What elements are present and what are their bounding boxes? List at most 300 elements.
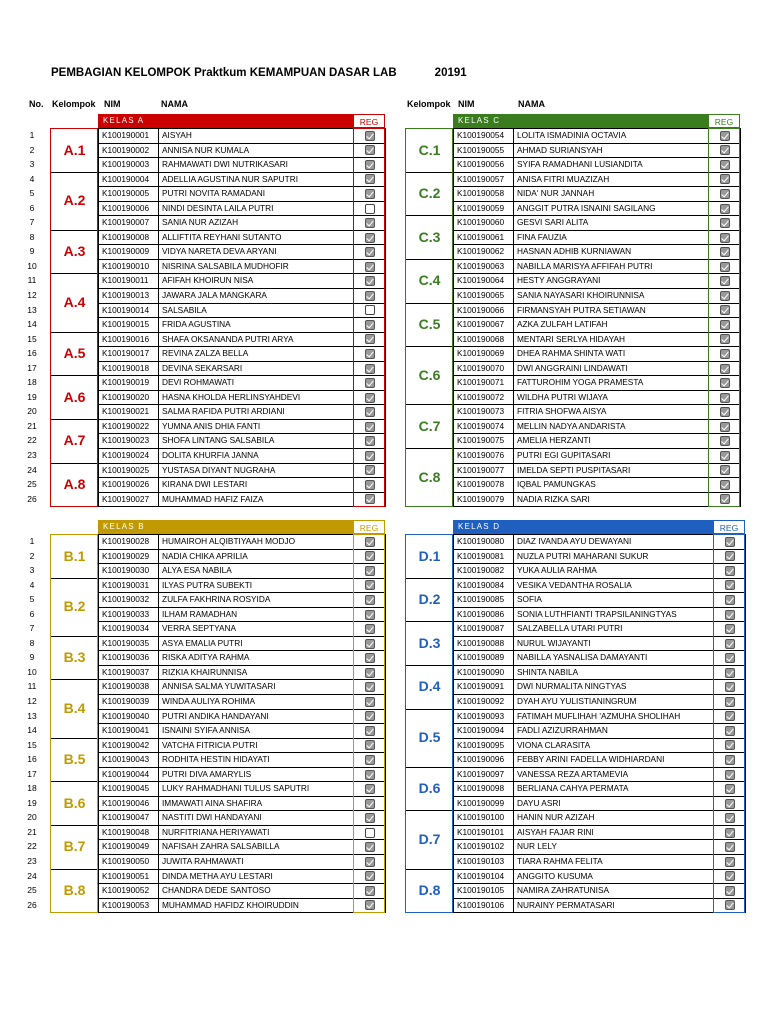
checked-checkbox-icon[interactable] [365, 813, 375, 823]
reg-cell [714, 796, 746, 811]
reg-cell [709, 143, 741, 158]
table-row [406, 564, 746, 579]
table-row [406, 636, 746, 651]
name-cell: RIZKIA KHAIRUNNISA [159, 665, 354, 680]
checked-checkbox-icon[interactable] [365, 480, 375, 490]
name-cell: HUMAIROH ALQIBTIYAAH MODJO [159, 535, 354, 550]
name-cell: IMELDA SEPTI PUSPITASARI [514, 463, 709, 478]
checked-checkbox-icon[interactable] [725, 624, 735, 634]
nim-cell: K100190003 [99, 158, 159, 173]
nim-cell: K100190015 [99, 318, 159, 333]
reg-cell [354, 855, 386, 870]
table-row [406, 405, 741, 420]
name-cell: DINDA METHA AYU LESTARI [159, 869, 354, 884]
nim-cell: K100190078 [454, 478, 514, 493]
checked-checkbox-icon[interactable] [365, 407, 375, 417]
name-cell: YUKA AULIA RAHMA [514, 564, 714, 579]
checked-checkbox-icon[interactable] [365, 465, 375, 475]
checked-checkbox-icon[interactable] [365, 160, 375, 170]
nim-cell: K100190048 [99, 825, 159, 840]
table-row [51, 158, 386, 173]
nim-cell: K100190096 [454, 753, 514, 768]
nim-cell: K100190022 [99, 419, 159, 434]
nim-cell: K100190014 [99, 303, 159, 318]
checked-checkbox-icon[interactable] [725, 580, 735, 590]
reg-cell [714, 549, 746, 564]
name-cell: RISKA ADITYA RAHMA [159, 651, 354, 666]
checked-checkbox-icon[interactable] [365, 682, 375, 692]
nim-cell: K100190025 [99, 463, 159, 478]
name-cell: NADIA RIZKA SARI [514, 492, 709, 507]
reg-cell [354, 318, 386, 333]
reg-cell [714, 782, 746, 797]
nim-cell: K100190095 [454, 738, 514, 753]
table-row [406, 274, 741, 289]
reg-cell [709, 449, 741, 464]
checked-checkbox-icon[interactable] [720, 393, 730, 403]
table-row [406, 549, 746, 564]
table-row [51, 578, 386, 593]
checked-checkbox-icon[interactable] [720, 218, 730, 228]
reg-cell [714, 564, 746, 579]
checked-checkbox-icon[interactable] [725, 740, 735, 750]
name-cell: DWI ANGGRAINI LINDAWATI [514, 361, 709, 376]
nim-cell: K100190092 [454, 695, 514, 710]
document-title [51, 67, 467, 79]
table-row [406, 782, 746, 797]
nim-cell: K100190036 [99, 651, 159, 666]
nim-cell: K100190016 [99, 332, 159, 347]
name-cell: HASNAN ADHIB KURNIAWAN [514, 245, 709, 260]
table-row [51, 549, 386, 564]
checked-checkbox-icon[interactable] [720, 145, 730, 155]
checked-checkbox-icon[interactable] [365, 436, 375, 446]
checked-checkbox-icon[interactable] [365, 566, 375, 576]
reg-cell [354, 347, 386, 362]
checked-checkbox-icon[interactable] [725, 682, 735, 692]
name-cell: NADIA CHIKA APRILIA [159, 549, 354, 564]
table-row [51, 390, 386, 405]
reg-cell [354, 724, 386, 739]
reg-cell [709, 376, 741, 391]
checked-checkbox-icon[interactable] [720, 189, 730, 199]
checked-checkbox-icon[interactable] [720, 465, 730, 475]
name-cell: DEVINA SEKARSARI [159, 361, 354, 376]
table-row [51, 478, 386, 493]
nim-cell: K100190087 [454, 622, 514, 637]
nim-cell: K100190040 [99, 709, 159, 724]
table-row [406, 767, 746, 782]
name-cell: NIDA' NUR JANNAH [514, 187, 709, 202]
table-row [51, 884, 386, 899]
reg-cell [709, 158, 741, 173]
checked-checkbox-icon[interactable] [725, 610, 735, 620]
nim-cell: K100190066 [454, 303, 514, 318]
nim-cell: K100190043 [99, 753, 159, 768]
group-label: A.4 [51, 274, 99, 332]
header-kelompok-left: Kelompok [52, 99, 96, 109]
checked-checkbox-icon[interactable] [725, 551, 735, 561]
table-row [51, 855, 386, 870]
reg-cell [354, 274, 386, 289]
table-row [51, 898, 386, 913]
row-number: 21 [27, 420, 37, 431]
checked-checkbox-icon[interactable] [725, 842, 735, 852]
nim-cell: K100190079 [454, 492, 514, 507]
row-number: 22 [27, 841, 37, 852]
reg-cell [709, 347, 741, 362]
checked-checkbox-icon[interactable] [720, 334, 730, 344]
name-cell: WINDA AULIYA ROHIMA [159, 695, 354, 710]
checked-checkbox-icon[interactable] [365, 291, 375, 301]
name-cell: FADLI AZIZURRAHMAN [514, 724, 714, 739]
checked-checkbox-icon[interactable] [725, 871, 735, 881]
checked-checkbox-icon[interactable] [720, 407, 730, 417]
checked-checkbox-icon[interactable] [365, 334, 375, 344]
table-row [51, 840, 386, 855]
table-row [406, 143, 741, 158]
checked-checkbox-icon[interactable] [725, 755, 735, 765]
nim-cell: K100190098 [454, 782, 514, 797]
nim-cell: K100190074 [454, 419, 514, 434]
nim-cell: K100190080 [454, 535, 514, 550]
checked-checkbox-icon[interactable] [365, 378, 375, 388]
checked-checkbox-icon[interactable] [720, 451, 730, 461]
nim-cell: K100190013 [99, 289, 159, 304]
checked-checkbox-icon[interactable] [720, 320, 730, 330]
group-label: B.2 [51, 578, 99, 636]
checked-checkbox-icon[interactable] [365, 726, 375, 736]
name-cell: RODHITA HESTIN HIDAYATI [159, 753, 354, 768]
checked-checkbox-icon[interactable] [720, 349, 730, 359]
reg-cell [709, 332, 741, 347]
reg-cell [714, 709, 746, 724]
nim-cell: K100190093 [454, 709, 514, 724]
table-row [406, 158, 741, 173]
row-number: 5 [29, 594, 35, 605]
checked-checkbox-icon[interactable] [365, 799, 375, 809]
nim-cell: K100190062 [454, 245, 514, 260]
reg-header: REG [713, 520, 745, 534]
reg-cell [354, 230, 386, 245]
checked-checkbox-icon[interactable] [720, 131, 730, 141]
reg-cell [709, 318, 741, 333]
table-row [406, 187, 741, 202]
unchecked-checkbox-icon[interactable] [365, 828, 375, 838]
reg-cell [354, 419, 386, 434]
table-row [51, 172, 386, 187]
member-table [405, 534, 746, 913]
reg-cell [709, 478, 741, 493]
table-row [51, 289, 386, 304]
checked-checkbox-icon[interactable] [725, 828, 735, 838]
checked-checkbox-icon[interactable] [720, 480, 730, 490]
checked-checkbox-icon[interactable] [365, 770, 375, 780]
checked-checkbox-icon[interactable] [365, 857, 375, 867]
name-cell: LOLITA ISMADINIA OCTAVIA [514, 129, 709, 144]
nim-cell: K100190002 [99, 143, 159, 158]
checked-checkbox-icon[interactable] [365, 320, 375, 330]
checked-checkbox-icon[interactable] [725, 566, 735, 576]
name-cell: ANISA FITRI MUAZIZAH [514, 172, 709, 187]
checked-checkbox-icon[interactable] [720, 291, 730, 301]
checked-checkbox-icon[interactable] [725, 784, 735, 794]
nim-cell: K100190069 [454, 347, 514, 362]
nim-cell: K100190021 [99, 405, 159, 420]
checked-checkbox-icon[interactable] [365, 247, 375, 257]
name-cell: FITRIA SHOFWA AISYA [514, 405, 709, 420]
reg-cell [354, 709, 386, 724]
checked-checkbox-icon[interactable] [365, 537, 375, 547]
nim-cell: K100190073 [454, 405, 514, 420]
checked-checkbox-icon[interactable] [720, 233, 730, 243]
checked-checkbox-icon[interactable] [365, 711, 375, 721]
reg-cell [709, 361, 741, 376]
table-row [406, 753, 746, 768]
checked-checkbox-icon[interactable] [365, 494, 375, 504]
checked-checkbox-icon[interactable] [725, 813, 735, 823]
row-number: 9 [29, 652, 35, 663]
title-text: PEMBAGIAN KELOMPOK Praktkum KEMAMPUAN DASAR LAB [51, 67, 397, 79]
checked-checkbox-icon[interactable] [365, 131, 375, 141]
reg-cell [354, 376, 386, 391]
table-row [51, 607, 386, 622]
nim-cell: K100190005 [99, 187, 159, 202]
reg-cell [354, 869, 386, 884]
table-row [406, 361, 741, 376]
name-cell: AISYAH FAJAR RINI [514, 825, 714, 840]
nim-cell: K100190105 [454, 884, 514, 899]
unchecked-checkbox-icon[interactable] [365, 305, 375, 315]
reg-cell [354, 216, 386, 231]
table-row [406, 449, 741, 464]
table-row [406, 535, 746, 550]
reg-cell [354, 753, 386, 768]
name-cell: SALSABILA [159, 303, 354, 318]
name-cell: LUKY RAHMADHANI TULUS SAPUTRI [159, 782, 354, 797]
checked-checkbox-icon[interactable] [365, 580, 375, 590]
checked-checkbox-icon[interactable] [365, 349, 375, 359]
nim-cell: K100190068 [454, 332, 514, 347]
checked-checkbox-icon[interactable] [365, 218, 375, 228]
reg-cell [709, 172, 741, 187]
table-row [406, 492, 741, 507]
nim-cell: K100190052 [99, 884, 159, 899]
nim-cell: K100190059 [454, 201, 514, 216]
table-row [51, 376, 386, 391]
name-cell: NURFITRIANA HERIYAWATI [159, 825, 354, 840]
row-number: 7 [29, 217, 35, 228]
row-number: 17 [27, 362, 37, 373]
name-cell: ISNAINI SYIFA ANNISA [159, 724, 354, 739]
name-cell: PUTRI NOVITA RAMADANI [159, 187, 354, 202]
name-cell: SHOFA LINTANG SALSABILA [159, 434, 354, 449]
table-row [51, 187, 386, 202]
checked-checkbox-icon[interactable] [365, 842, 375, 852]
table-row [51, 245, 386, 260]
checked-checkbox-icon[interactable] [720, 378, 730, 388]
checked-checkbox-icon[interactable] [365, 364, 375, 374]
checked-checkbox-icon[interactable] [725, 857, 735, 867]
group-label: C.4 [406, 259, 454, 303]
table-row [406, 898, 746, 913]
reg-cell [714, 898, 746, 913]
table-row [51, 434, 386, 449]
name-cell: VANESSA REZA ARTAMEVIA [514, 767, 714, 782]
checked-checkbox-icon[interactable] [365, 886, 375, 896]
name-cell: SANIA NUR AZIZAH [159, 216, 354, 231]
table-row [51, 492, 386, 507]
table-row [51, 143, 386, 158]
checked-checkbox-icon[interactable] [720, 305, 730, 315]
checked-checkbox-icon[interactable] [725, 537, 735, 547]
checked-checkbox-icon[interactable] [725, 595, 735, 605]
group-label: D.6 [406, 767, 454, 811]
name-cell: HESTY ANGGRAYANI [514, 274, 709, 289]
nim-cell: K100190057 [454, 172, 514, 187]
checked-checkbox-icon[interactable] [365, 624, 375, 634]
checked-checkbox-icon[interactable] [725, 900, 735, 910]
checked-checkbox-icon[interactable] [720, 174, 730, 184]
checked-checkbox-icon[interactable] [720, 436, 730, 446]
reg-cell [714, 607, 746, 622]
table-row [51, 724, 386, 739]
checked-checkbox-icon[interactable] [725, 697, 735, 707]
checked-checkbox-icon[interactable] [365, 422, 375, 432]
name-cell: VIONA CLARASITA [514, 738, 714, 753]
group-label: D.8 [406, 869, 454, 913]
checked-checkbox-icon[interactable] [725, 770, 735, 780]
reg-cell [354, 695, 386, 710]
nim-cell: K100190094 [454, 724, 514, 739]
checked-checkbox-icon[interactable] [365, 276, 375, 286]
nim-cell: K100190010 [99, 259, 159, 274]
row-number: 4 [29, 173, 35, 184]
checked-checkbox-icon[interactable] [365, 393, 375, 403]
checked-checkbox-icon[interactable] [365, 900, 375, 910]
checked-checkbox-icon[interactable] [720, 494, 730, 504]
checked-checkbox-icon[interactable] [365, 595, 375, 605]
table-row [51, 535, 386, 550]
reg-cell [354, 303, 386, 318]
name-cell: JUWITA RAHMAWATI [159, 855, 354, 870]
member-table [50, 534, 386, 913]
checked-checkbox-icon[interactable] [365, 551, 375, 561]
header-nama-right: NAMA [518, 99, 545, 109]
checked-checkbox-icon[interactable] [725, 639, 735, 649]
checked-checkbox-icon[interactable] [365, 755, 375, 765]
checked-checkbox-icon[interactable] [725, 799, 735, 809]
member-table [405, 128, 741, 507]
checked-checkbox-icon[interactable] [365, 653, 375, 663]
reg-cell [354, 332, 386, 347]
reg-cell [709, 419, 741, 434]
checked-checkbox-icon[interactable] [725, 711, 735, 721]
row-number: 8 [29, 231, 35, 242]
reg-cell [709, 259, 741, 274]
table-row [406, 419, 741, 434]
name-cell: RAHMAWATI DWI NUTRIKASARI [159, 158, 354, 173]
checked-checkbox-icon[interactable] [720, 160, 730, 170]
row-number: 16 [27, 754, 37, 765]
checked-checkbox-icon[interactable] [365, 262, 375, 272]
checked-checkbox-icon[interactable] [365, 189, 375, 199]
nim-cell: K100190063 [454, 259, 514, 274]
checked-checkbox-icon[interactable] [720, 204, 730, 214]
nim-cell: K100190032 [99, 593, 159, 608]
reg-cell [354, 478, 386, 493]
nim-cell: K100190047 [99, 811, 159, 826]
checked-checkbox-icon[interactable] [365, 451, 375, 461]
checked-checkbox-icon[interactable] [365, 871, 375, 881]
nim-cell: K100190090 [454, 665, 514, 680]
checked-checkbox-icon[interactable] [365, 145, 375, 155]
name-cell: SALMA RAFIDA PUTRI ARDIANI [159, 405, 354, 420]
nim-cell: K100190031 [99, 578, 159, 593]
nim-cell: K100190061 [454, 230, 514, 245]
table-row [51, 230, 386, 245]
unchecked-checkbox-icon[interactable] [365, 204, 375, 214]
checked-checkbox-icon[interactable] [365, 233, 375, 243]
reg-cell [354, 492, 386, 507]
nim-cell: K100190009 [99, 245, 159, 260]
nim-cell: K100190026 [99, 478, 159, 493]
reg-cell [354, 259, 386, 274]
checked-checkbox-icon[interactable] [720, 247, 730, 257]
checked-checkbox-icon[interactable] [365, 610, 375, 620]
name-cell: AZKA ZULFAH LATIFAH [514, 318, 709, 333]
row-number: 14 [27, 725, 37, 736]
checked-checkbox-icon[interactable] [725, 668, 735, 678]
group-label: C.5 [406, 303, 454, 347]
nim-cell: K100190004 [99, 172, 159, 187]
group-label: B.1 [51, 535, 99, 579]
table-row [51, 449, 386, 464]
checked-checkbox-icon[interactable] [365, 668, 375, 678]
reg-cell [714, 695, 746, 710]
checked-checkbox-icon[interactable] [720, 364, 730, 374]
reg-cell [354, 607, 386, 622]
checked-checkbox-icon[interactable] [720, 262, 730, 272]
checked-checkbox-icon[interactable] [725, 726, 735, 736]
row-number: 10 [27, 666, 37, 677]
nim-cell: K100190001 [99, 129, 159, 144]
checked-checkbox-icon[interactable] [725, 653, 735, 663]
row-number: 9 [29, 246, 35, 257]
row-number: 13 [27, 710, 37, 721]
reg-cell [354, 665, 386, 680]
name-cell: DYAH AYU YULISTIANINGRUM [514, 695, 714, 710]
checked-checkbox-icon[interactable] [720, 276, 730, 286]
checked-checkbox-icon[interactable] [365, 740, 375, 750]
reg-cell [354, 811, 386, 826]
table-row [406, 825, 746, 840]
checked-checkbox-icon[interactable] [365, 639, 375, 649]
checked-checkbox-icon[interactable] [365, 697, 375, 707]
name-cell: NABILLA YASNALISA DAMAYANTI [514, 651, 714, 666]
checked-checkbox-icon[interactable] [365, 784, 375, 794]
table-row [51, 216, 386, 231]
checked-checkbox-icon[interactable] [725, 886, 735, 896]
reg-cell [714, 869, 746, 884]
row-number: 20 [27, 406, 37, 417]
table-row [406, 332, 741, 347]
name-cell: MUHAMMAD HAFIDZ KHOIRUDDIN [159, 898, 354, 913]
checked-checkbox-icon[interactable] [365, 174, 375, 184]
checked-checkbox-icon[interactable] [720, 422, 730, 432]
reg-cell [354, 636, 386, 651]
group-label: B.7 [51, 825, 99, 869]
